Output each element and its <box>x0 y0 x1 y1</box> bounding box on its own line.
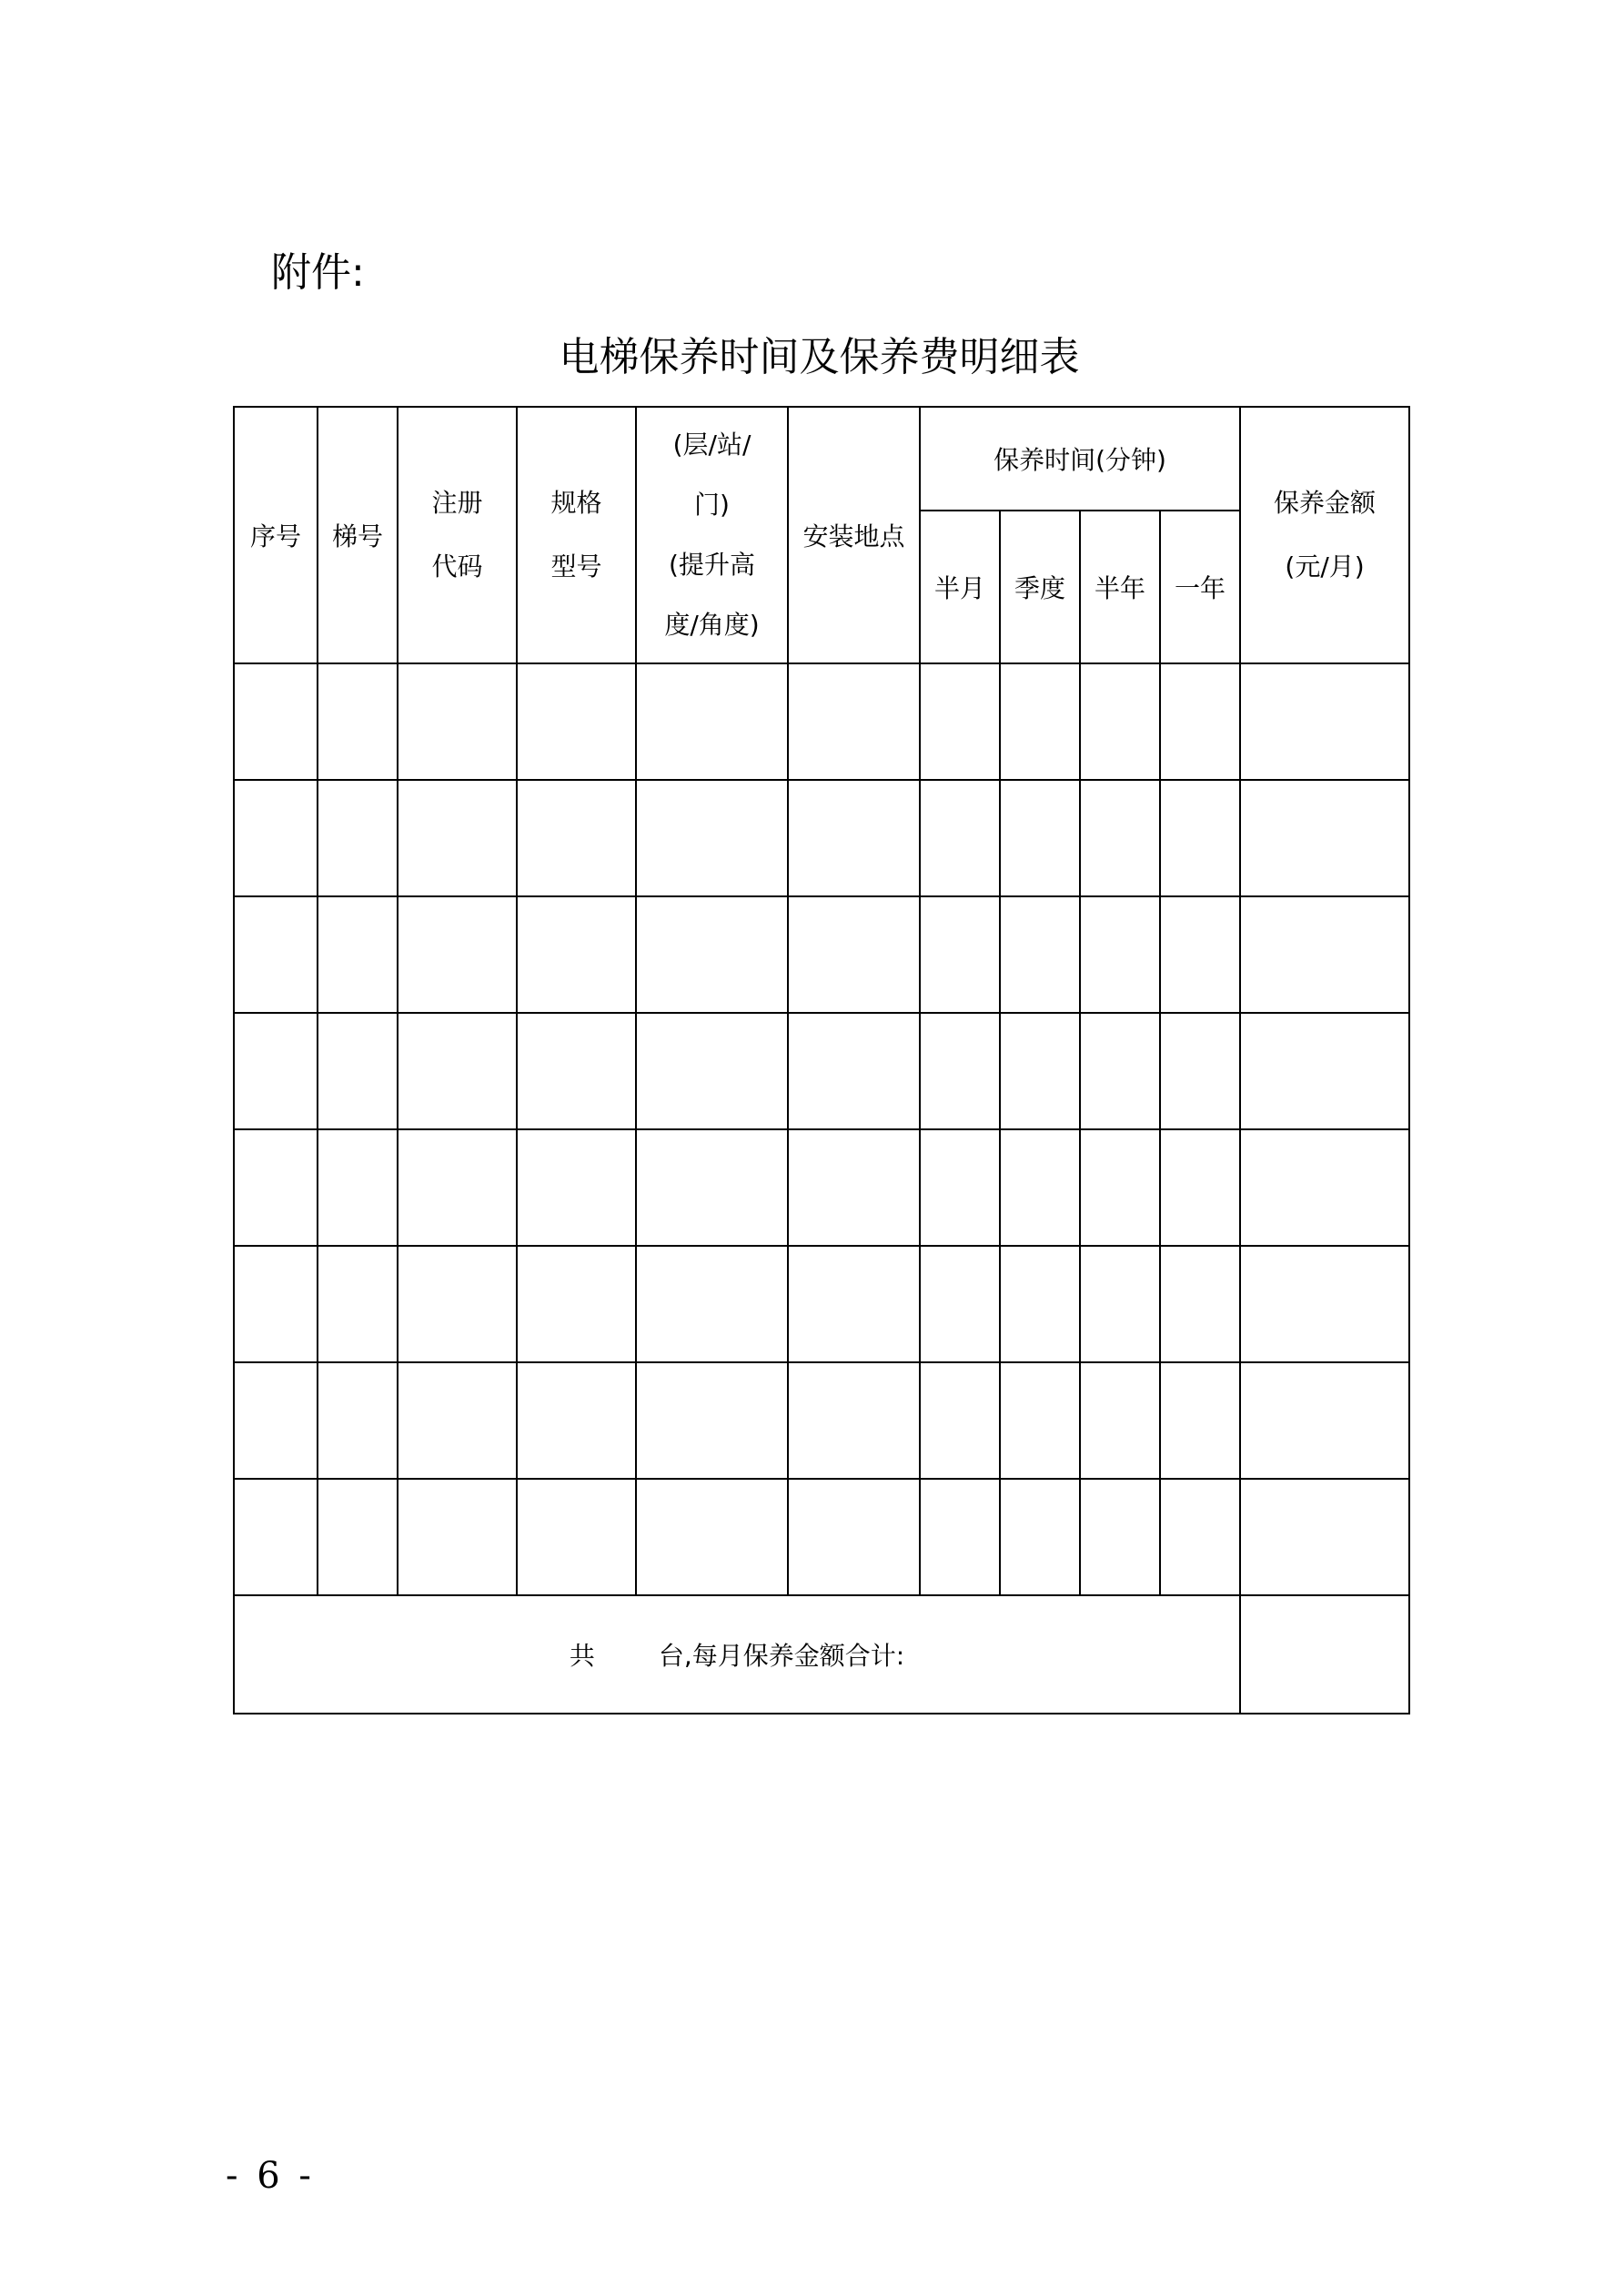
table-cell[interactable] <box>398 1479 517 1595</box>
table-cell[interactable] <box>234 1362 318 1479</box>
table-cell[interactable] <box>517 663 636 780</box>
table-cell[interactable] <box>788 663 920 780</box>
header-model-line2: 型号 <box>550 551 602 582</box>
header-model-line1: 规格 <box>550 488 602 518</box>
footer-suffix: 台,每月保养金额合计: <box>658 1641 905 1671</box>
header-amount-line1: 保养金额 <box>1274 488 1377 518</box>
table-cell[interactable] <box>517 1246 636 1362</box>
table-cell[interactable] <box>920 1129 1000 1246</box>
table-cell[interactable] <box>517 1013 636 1129</box>
table-cell[interactable] <box>788 1013 920 1129</box>
table-cell[interactable] <box>1240 1246 1409 1362</box>
table-cell[interactable] <box>636 663 788 780</box>
footer-summary <box>234 1595 1240 1714</box>
header-floors-line3: (提升高 <box>669 550 755 580</box>
table-cell[interactable] <box>234 1246 318 1362</box>
header-floors-line1: (层/站/ <box>672 430 751 460</box>
table-cell[interactable] <box>636 1013 788 1129</box>
table-cell[interactable] <box>1000 1362 1080 1479</box>
table-cell[interactable] <box>318 1129 398 1246</box>
table-cell[interactable] <box>1000 1479 1080 1595</box>
table-cell[interactable] <box>318 1013 398 1129</box>
table-cell[interactable] <box>1160 1479 1240 1595</box>
header-quarter: 季度 <box>1000 511 1080 663</box>
table-cell[interactable] <box>1080 1479 1160 1595</box>
table-cell[interactable] <box>1080 780 1160 896</box>
table-cell[interactable] <box>234 1479 318 1595</box>
table-cell[interactable] <box>636 1362 788 1479</box>
maintenance-table <box>233 406 1410 1714</box>
table-cell[interactable] <box>318 1479 398 1595</box>
table-cell[interactable] <box>1080 1013 1160 1129</box>
table-cell[interactable] <box>517 780 636 896</box>
table-cell[interactable] <box>1000 1246 1080 1362</box>
table-cell[interactable] <box>1160 1362 1240 1479</box>
table-cell[interactable] <box>398 780 517 896</box>
header-reg-code-line1: 注册 <box>431 488 483 518</box>
table-cell[interactable] <box>920 780 1000 896</box>
table-cell[interactable] <box>920 1013 1000 1129</box>
table-cell[interactable] <box>1080 896 1160 1013</box>
table-cell[interactable] <box>1240 1129 1409 1246</box>
page-number: - 6 - <box>226 2155 315 2197</box>
table-cell[interactable] <box>318 896 398 1013</box>
table-cell[interactable] <box>788 1362 920 1479</box>
table-cell[interactable] <box>234 1013 318 1129</box>
table-cell[interactable] <box>1240 663 1409 780</box>
header-seq: 序号 <box>234 407 318 663</box>
table-cell[interactable] <box>920 1362 1000 1479</box>
table-cell[interactable] <box>1080 1129 1160 1246</box>
table-cell[interactable] <box>398 1129 517 1246</box>
table-cell[interactable] <box>1000 896 1080 1013</box>
table-cell[interactable] <box>1160 1013 1240 1129</box>
table-cell[interactable] <box>398 1013 517 1129</box>
table-cell[interactable] <box>517 1129 636 1246</box>
table-cell[interactable] <box>1240 1479 1409 1595</box>
header-floors <box>636 407 788 663</box>
table-cell[interactable] <box>517 1362 636 1479</box>
table-cell[interactable] <box>318 1362 398 1479</box>
table-cell[interactable] <box>318 663 398 780</box>
footer-amount-cell[interactable] <box>1240 1595 1409 1714</box>
table-cell[interactable] <box>1000 663 1080 780</box>
table-row <box>234 1246 1409 1362</box>
table-row <box>234 663 1409 780</box>
table-cell[interactable] <box>1080 1362 1160 1479</box>
table-cell[interactable] <box>398 896 517 1013</box>
table-cell[interactable] <box>1000 780 1080 896</box>
table-cell[interactable] <box>920 1246 1000 1362</box>
table-cell[interactable] <box>1160 1246 1240 1362</box>
table-cell[interactable] <box>398 1362 517 1479</box>
table-cell[interactable] <box>920 663 1000 780</box>
table-cell[interactable] <box>1240 1013 1409 1129</box>
table-footer-row <box>234 1595 1409 1714</box>
table-cell[interactable] <box>1080 663 1160 780</box>
header-floors-line2: 门) <box>694 490 730 520</box>
header-model <box>517 407 636 663</box>
table-cell[interactable] <box>234 1129 318 1246</box>
table-cell[interactable] <box>398 1246 517 1362</box>
table-cell[interactable] <box>636 1479 788 1595</box>
table-row <box>234 1479 1409 1595</box>
table-row <box>234 896 1409 1013</box>
table-cell[interactable] <box>636 1246 788 1362</box>
table-row <box>234 1013 1409 1129</box>
table-cell[interactable] <box>318 780 398 896</box>
table-cell[interactable] <box>234 663 318 780</box>
attachment-label: 附件: <box>271 249 365 296</box>
table-cell[interactable] <box>1240 1362 1409 1479</box>
page-title: 电梯保养时间及保养费明细表 <box>559 334 1080 380</box>
table-cell[interactable] <box>517 896 636 1013</box>
header-maintenance-time: 保养时间(分钟) <box>920 407 1240 511</box>
table-cell[interactable] <box>1160 1129 1240 1246</box>
header-lift-no: 梯号 <box>318 407 398 663</box>
table-row <box>234 1362 1409 1479</box>
table-cell[interactable] <box>788 896 920 1013</box>
header-half-year: 半年 <box>1080 511 1160 663</box>
table-cell[interactable] <box>920 1479 1000 1595</box>
table-cell[interactable] <box>234 780 318 896</box>
header-reg-code-line2: 代码 <box>431 551 483 582</box>
footer-prefix: 共 <box>569 1641 595 1671</box>
table-cell[interactable] <box>1240 896 1409 1013</box>
table-cell[interactable] <box>1080 1246 1160 1362</box>
table-cell[interactable] <box>636 780 788 896</box>
table-cell[interactable] <box>1160 896 1240 1013</box>
table-cell[interactable] <box>1240 780 1409 896</box>
table-body <box>234 663 1409 1595</box>
table-cell[interactable] <box>636 1129 788 1246</box>
table-cell[interactable] <box>234 896 318 1013</box>
table-cell[interactable] <box>788 1479 920 1595</box>
header-reg-code <box>398 407 517 663</box>
header-amount-line2: (元/月) <box>1285 551 1365 582</box>
table-cell[interactable] <box>1160 663 1240 780</box>
header-half-month: 半月 <box>920 511 1000 663</box>
header-location: 安装地点 <box>788 407 920 663</box>
header-floors-line4: 度/角度) <box>664 610 760 640</box>
table-row <box>234 1129 1409 1246</box>
table-cell[interactable] <box>788 1246 920 1362</box>
table-cell[interactable] <box>1000 1013 1080 1129</box>
table-header-row <box>234 407 1409 511</box>
table-cell[interactable] <box>1000 1129 1080 1246</box>
table-cell[interactable] <box>517 1479 636 1595</box>
table-cell[interactable] <box>318 1246 398 1362</box>
table-cell[interactable] <box>636 896 788 1013</box>
header-amount <box>1240 407 1409 663</box>
table-cell[interactable] <box>788 1129 920 1246</box>
table-cell[interactable] <box>398 663 517 780</box>
table-cell[interactable] <box>1160 780 1240 896</box>
table-cell[interactable] <box>920 896 1000 1013</box>
header-one-year: 一年 <box>1160 511 1240 663</box>
table-row <box>234 780 1409 896</box>
table-cell[interactable] <box>788 780 920 896</box>
